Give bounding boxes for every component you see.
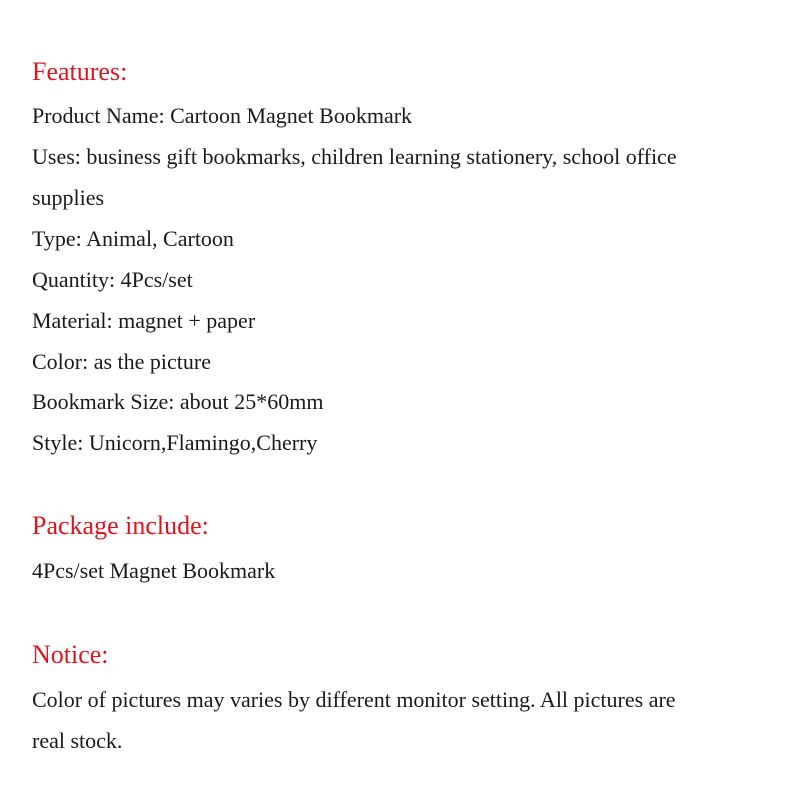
notice-line-2: real stock. — [32, 728, 123, 753]
package-line: 4Pcs/set Magnet Bookmark — [32, 558, 276, 583]
feature-line-quantity: Quantity: 4Pcs/set — [32, 267, 193, 292]
feature-line-style: Style: Unicorn,Flamingo,Cherry — [32, 430, 318, 455]
feature-line-size: Bookmark Size: about 25*60mm — [32, 389, 324, 414]
features-heading: Features: — [32, 57, 128, 86]
feature-line-product-name: Product Name: Cartoon Magnet Bookmark — [32, 103, 413, 128]
package-heading: Package include: — [32, 511, 209, 540]
feature-line-uses: Uses: business gift bookmarks, children learning stationery, school office — [32, 144, 677, 169]
feature-line-material: Material: magnet + paper — [32, 308, 256, 333]
notice-line-1: Color of pictures may varies by different monitor setting. All pictures are — [32, 687, 676, 712]
feature-line-color: Color: as the picture — [32, 349, 212, 374]
feature-line-uses-cont: supplies — [32, 185, 105, 210]
notice-heading: Notice: — [32, 640, 109, 669]
feature-line-type: Type: Animal, Cartoon — [32, 226, 234, 251]
